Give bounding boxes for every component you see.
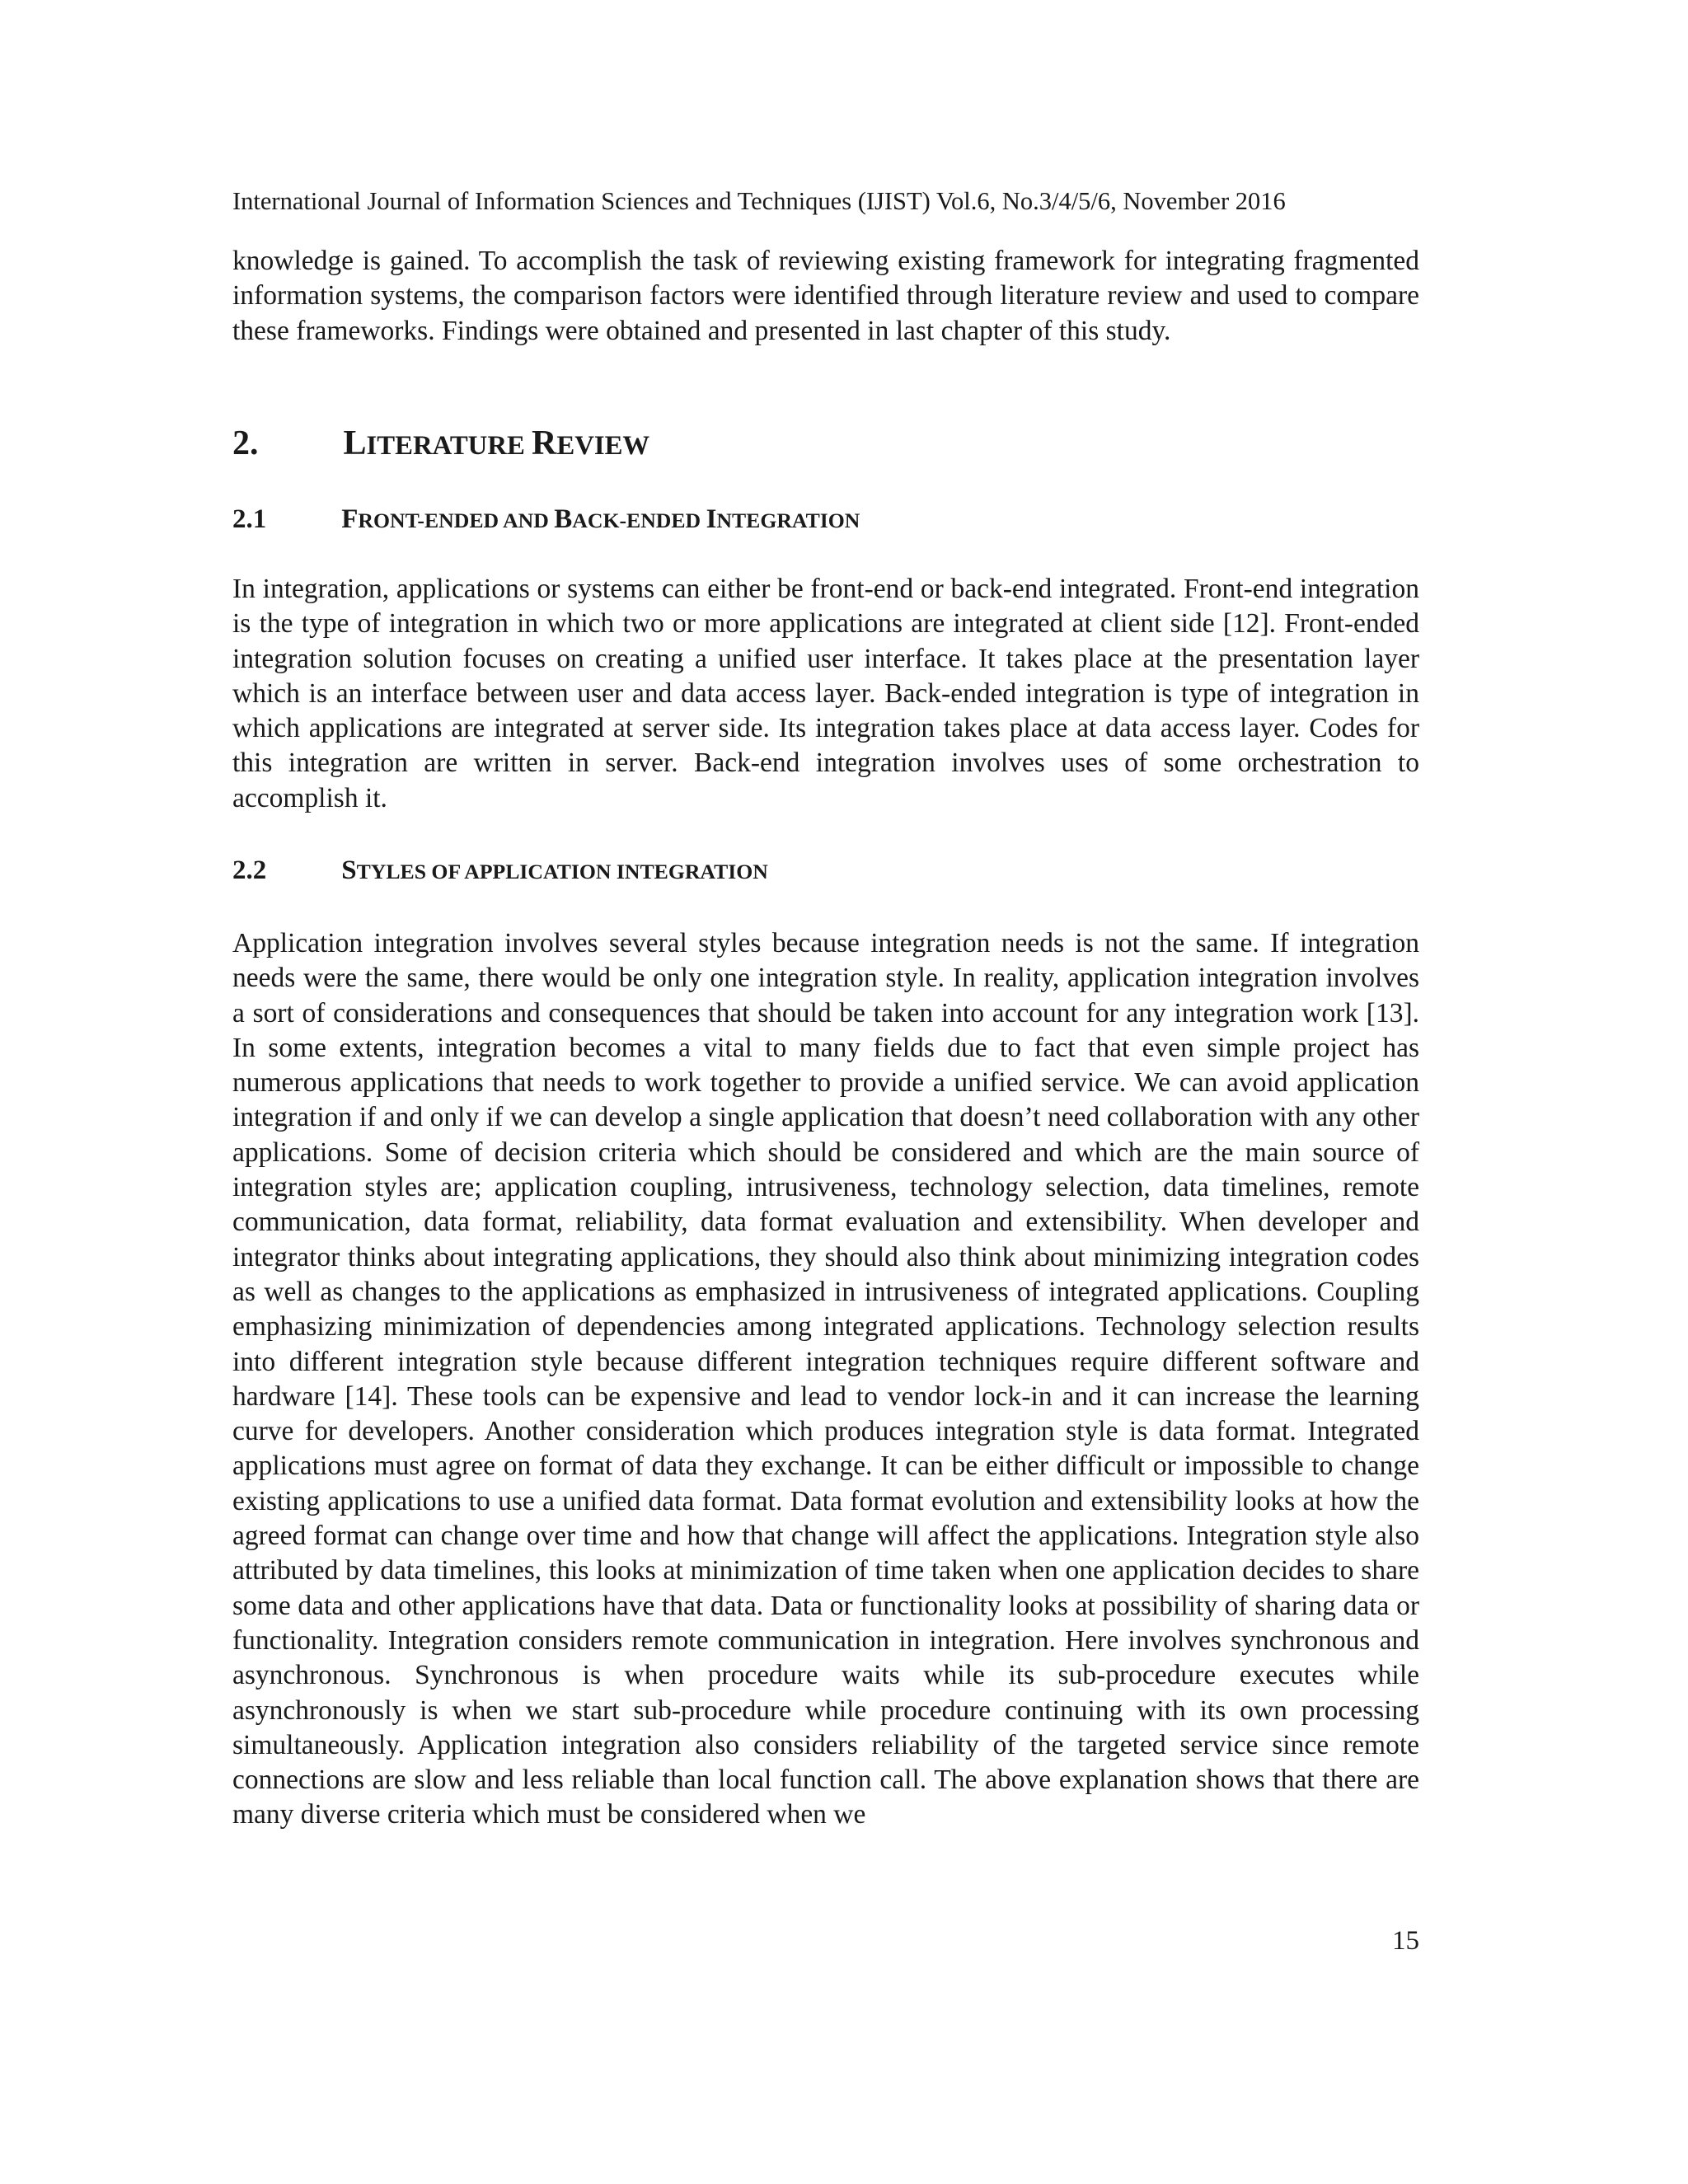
title-initial: L <box>343 424 367 462</box>
title-rest: NTEGRATION <box>716 509 860 532</box>
section-number: 2. <box>232 424 259 462</box>
section-2-1-heading <box>232 501 860 539</box>
running-header: International Journal of Information Sciences and Techniques (IJIST) Vol.6, No.3/4/5/6, November 2016 <box>232 187 1286 215</box>
title-rest: RONT-ENDED AND <box>358 509 555 532</box>
page-number: 15 <box>1392 1926 1419 1956</box>
section-2-heading <box>232 422 649 467</box>
section-2-2-heading <box>232 852 768 890</box>
title-rest: EVIEW <box>556 431 650 461</box>
title-initial: S <box>341 855 357 885</box>
title-initial: B <box>554 504 573 534</box>
section-title <box>335 424 649 462</box>
subsection-number: 2.1 <box>232 504 267 534</box>
title-initial: I <box>706 504 717 534</box>
subsection-title <box>335 504 860 534</box>
title-rest: ITERATURE <box>366 431 532 461</box>
subsection-title <box>335 855 768 885</box>
title-rest: TYLES OF APPLICATION INTEGRATION <box>356 860 768 883</box>
title-rest: ACK-ENDED <box>572 509 706 532</box>
subsection-number: 2.2 <box>232 855 267 885</box>
title-initial: R <box>532 424 557 462</box>
title-initial: F <box>341 504 359 534</box>
intro-paragraph: knowledge is gained. To accomplish the task of reviewing existing framework for integrating fragmented information systems, the comparison factors were identified through literature review and used to compare these frameworks. Findings were obtained and presented in last chapter of this study. <box>232 246 1419 346</box>
section-2-2-paragraph: Application integration involves several styles because integration needs is not the same. If integration needs were the same, there would be only one integration style. In reality, application integration involves a sort of considerations and consequences that should be taken into account for any integration work [13]. In some extents, integration becomes a vital to many fields due to fact that even simple project has numerous applications that needs to work together to provide a unified service. We can avoid application integration if and only if we can develop a single application that doesn’t need collaboration with any other applications. Some of decision criteria which should be considered and which are the main source of integration styles are; application coupling, intrusiveness, technology selection, data timelines, remote communication, data format, reliability, data format evaluation and extensibility. When developer and integrator thinks about integrating applications, they should also think about minimizing integration codes as well as changes to the applications as emphasized in intrusiveness of integrated applications. Coupling emphasizing minimization of dependencies among integrated applications. Technology selection results into different integration style because different integration techniques require different software and hardware [14]. These tools can be expensive and lead to vendor lock-in and it can increase the learning curve for developers. Another consideration which produces integration style is data format. Integrated applications must agree on format of data they exchange. It can be either difficult or impossible to change existing applications to use a unified data format. Data format evolution and extensibility looks at how the agreed format can change over time and how that change will affect the applications. Integration style also attributed by data timelines, this looks at minimization of time taken when one application decides to share some data and other applications have that data. Data or functionality looks at possibility of sharing data or functionality. Integration considers remote communication in integration. Here involves synchronous and asynchronous. Synchronous is when procedure waits while its sub-procedure executes while asynchronously is when we start sub-procedure while procedure continuing with its own processing simultaneously. Application integration also considers reliability of the targeted service since remote connections are slow and less reliable than local function call. The above explanation shows that there are many diverse criteria which must be considered when we <box>232 928 1419 1830</box>
section-2-1-paragraph: In integration, applications or systems can either be front-end or back-end integrated. Front-end integration is the type of integration in which two or more applications are integrated at client side [12]. Front-ended integration solution focuses on creating a unified user interface. It takes place at the presentation layer which is an interface between user and data access layer. Back-ended integration is type of integration in which applications are integrated at server side. Its integration takes place at data access layer. Codes for this integration are written in server. Back-end integration involves uses of some orchestration to accomplish it. <box>232 574 1419 813</box>
